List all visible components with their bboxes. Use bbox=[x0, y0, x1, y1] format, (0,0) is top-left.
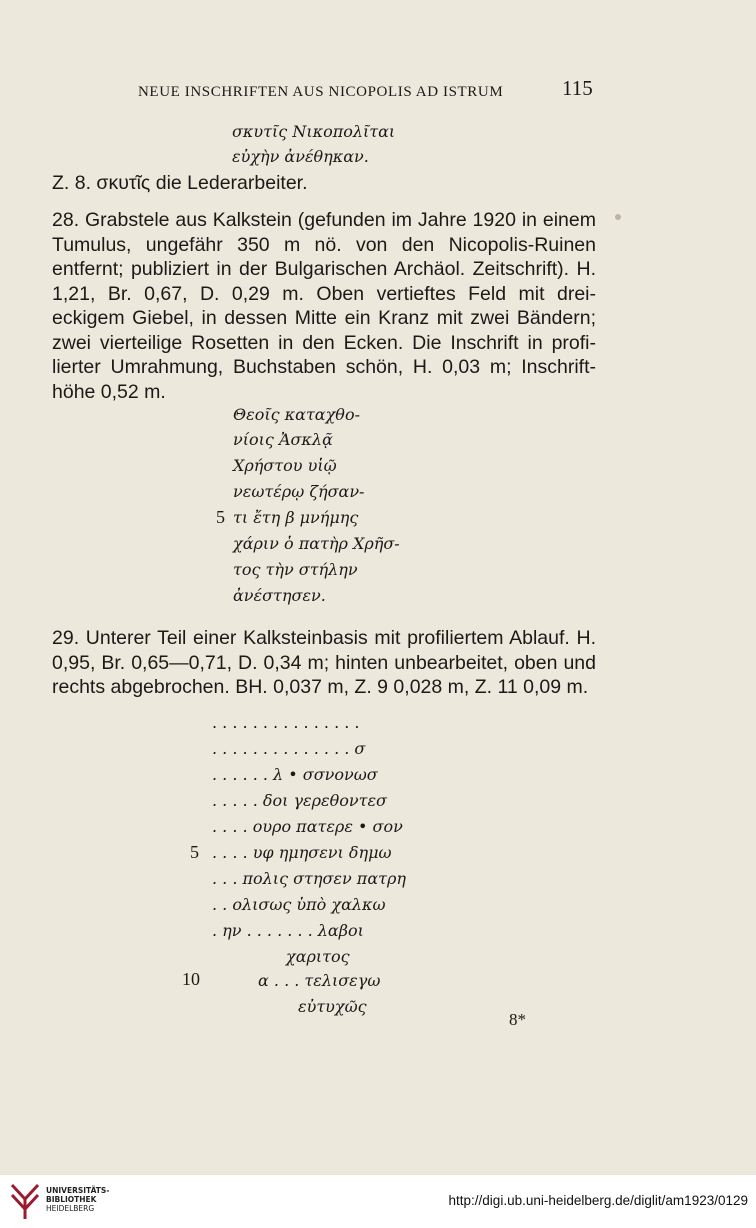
inscription-28-line: Θεοῖς καταχθο- bbox=[233, 405, 360, 424]
inscription-29-line: . . . . . . λ • σσνονωσ bbox=[212, 765, 378, 784]
inscription-29-line: . . . . ουρο πατερε • σον bbox=[212, 817, 403, 836]
greek-line: εὐχὴν ἀνέθηκαν. bbox=[232, 147, 369, 166]
inscription-28-line: νεωτέρῳ ζήσαν- bbox=[233, 482, 365, 501]
inscription-28-line: τι ἔτη β μνήμης bbox=[233, 508, 359, 527]
institution-line: BIBLIOTHEK bbox=[46, 1195, 97, 1204]
greek-line: σκυτῖς Νικοπολῖται bbox=[232, 122, 396, 141]
source-url[interactable]: http://digi.ub.uni-heidelberg.de/diglit/am1923/0129 bbox=[448, 1193, 748, 1208]
inscription-29-line: . . . . . . . . . . . . . . . bbox=[212, 713, 360, 732]
line-number: 10 bbox=[182, 969, 200, 989]
paragraph-28-text: 28. Grabstele aus Kalkstein (gefunden im Jahre 1920 in einem Tumulus, ungefähr 350 m nö. von den Nicopolis-Ruinen entfernt; publiziert in der Bulgarischen Archäol. Zeitschrift). H. 1,21, Br. 0,67, D. 0,29 m. Oben vertieftes Feld mit drei-eckigem Giebel, in dessen Mitte ein Kranz mit zwei Bändern; zwei vierteilige Rosetten in den Ecken. Die Inschrift in profi-lierter Umrahmung, Buchstaben schön, H. 0,03 m; Inschrift-höhe 0,52 m. bbox=[52, 209, 596, 403]
page-number: 115 bbox=[562, 76, 593, 100]
inscription-28-line: Χρήστου υἱῷ bbox=[233, 456, 337, 475]
inscription-28-line: χάριν ὁ πατὴρ Χρῆσ- bbox=[233, 534, 400, 553]
signature-mark: 8* bbox=[509, 1010, 526, 1029]
inscription-29-line: . ην . . . . . . . λαβοι bbox=[212, 921, 364, 940]
note-z8: Z. 8. σκυτῖς die Lederarbeiter. bbox=[52, 172, 308, 194]
inscription-29-line: . . ολισως ὑπὸ χαλκω bbox=[212, 895, 386, 914]
inscription-28-line: ἀνέστησεν. bbox=[233, 586, 326, 605]
inscription-28-line: τος τὴν στήλην bbox=[233, 560, 358, 579]
inscription-29-line: . . . . υφ ημησενι δημω bbox=[212, 843, 392, 862]
inscription-28-line: νίοις Ἀσκλᾷ bbox=[233, 430, 333, 449]
inscription-29-line: εὐτυχῶς bbox=[298, 997, 367, 1016]
paragraph-29-text: 29. Unterer Teil einer Kalksteinbasis mit profiliertem Ablauf. H. 0,95, Br. 0,65—0,71, D. 0,34 m; hinten unbearbeitet, oben und rechts abgebrochen. BH. 0,037 m, Z. 9 0,028 m, Z. 11 0,09 m. bbox=[52, 627, 596, 698]
university-logo-icon bbox=[8, 1181, 42, 1221]
inscription-29-line: . . . πολις στησεν πατρη bbox=[212, 869, 406, 888]
inscription-29-line: α . . . τελισεγω bbox=[258, 971, 381, 990]
inscription-29-line: . . . . . δοι γερεθοντεσ bbox=[212, 791, 387, 810]
institution-name bbox=[46, 1186, 109, 1213]
paragraph-29 bbox=[52, 626, 596, 700]
running-header: NEUE INSCHRIFTEN AUS NICOPOLIS AD ISTRUM bbox=[138, 84, 504, 100]
line-number: 5 bbox=[216, 507, 225, 527]
line-number: 5 bbox=[190, 842, 199, 862]
scan-speck bbox=[615, 214, 621, 220]
inscription-29-line: χαριτος bbox=[286, 947, 350, 966]
institution-line: UNIVERSITÄTS- bbox=[46, 1186, 110, 1195]
inscription-29-line: . . . . . . . . . . . . . . σ bbox=[212, 739, 366, 758]
institution-line: HEIDELBERG bbox=[46, 1204, 95, 1213]
paragraph-28 bbox=[52, 208, 596, 404]
footer-bar bbox=[0, 1175, 756, 1228]
